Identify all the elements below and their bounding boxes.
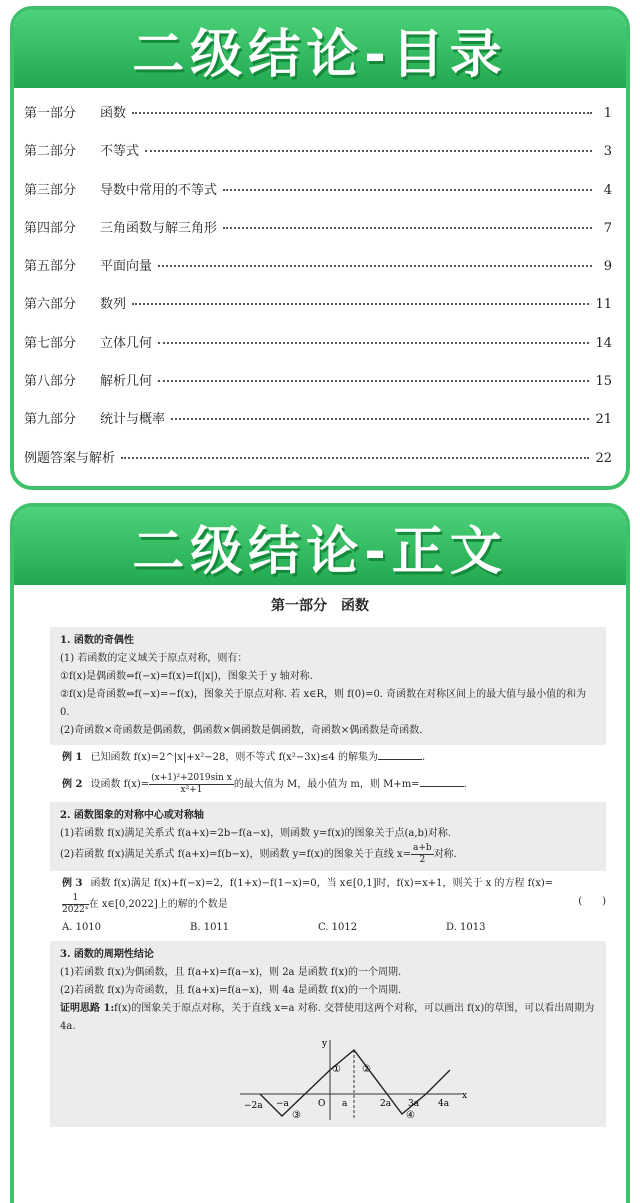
toc-leader-dots [158, 342, 589, 344]
label-x: x [462, 1091, 468, 1101]
toc-item-part: 第六部分 [24, 297, 77, 313]
toc-item-part: 第二部分 [24, 144, 77, 160]
toc-item-title: 平面向量 [100, 259, 153, 275]
fraction-denominator: x²+1 [180, 785, 203, 795]
parity-heading: 1. 函数的奇偶性 [60, 635, 134, 646]
toc-item-title: 导数中常用的不等式 [100, 182, 218, 198]
example-3-text: 函数 f(x)满足 f(x)+f(−x)=2，f(1+x)−f(1−x)=0，当 x∈[0,1]时，f(x)=x+1，则关于 x 的方程 f(x)= [90, 878, 554, 889]
toc-item-title: 解析几何 [100, 374, 153, 390]
answer-blank [420, 786, 464, 787]
toc-item-page: 22 [595, 450, 612, 466]
toc-item-part: 第五部分 [24, 259, 77, 275]
toc-card [10, 6, 630, 490]
example-2 [62, 773, 606, 796]
toc-item[interactable] [24, 217, 612, 255]
label-4a: 4a [438, 1099, 450, 1109]
parity-line-3: ②f(x)是奇函数⇔f(−x)=−f(x)，图象关于原点对称. 若 x∈R，则 f(0)=0. 奇函数在对称区间上的最大值与最小值的和为 0. [60, 689, 587, 718]
region-1: ① [332, 1064, 341, 1075]
toc-item-title: 立体几何 [100, 335, 153, 351]
region-2: ② [362, 1064, 371, 1075]
example-3-options [62, 922, 606, 933]
symmetry-box [50, 802, 606, 871]
period-line-2: (2)若函数 f(x)为奇函数，且 f(a+x)=f(a−x)，则 4a 是函数 f(x)的一个周期. [60, 985, 402, 996]
example-2-label: 例 2 [62, 779, 83, 790]
proof-text: f(x)的图象关于原点对称，关于直线 x=a 对称. 交替使用这两个对称，可以画出 f(x)的草图，可以看出周期为 4a. [60, 1003, 595, 1032]
label-2a: 2a [380, 1099, 392, 1109]
toc-item-title: 函数 [100, 106, 127, 121]
toc-item-title: 数列 [100, 297, 127, 313]
toc-list [14, 88, 626, 485]
label-neg-2a: −2a [244, 1101, 263, 1111]
body-card [10, 503, 630, 1203]
toc-item-part: 第八部分 [24, 374, 77, 390]
toc-item-page: 1 [603, 106, 612, 121]
symmetry-line-2-post: 对称. [433, 849, 457, 860]
period-graph [60, 1036, 596, 1122]
toc-item-part: 例题答案与解析 [24, 450, 116, 466]
toc-item[interactable] [24, 408, 612, 446]
example-3-fraction [62, 893, 89, 916]
option-item: D. 1013 [446, 922, 486, 933]
proof-line [60, 1000, 596, 1036]
toc-leader-dots [121, 457, 589, 459]
section-title: 第一部分 函数 [271, 598, 369, 614]
fraction-denominator: 2022ˣ [62, 905, 89, 915]
toc-leader-dots [158, 265, 592, 267]
example-3 [62, 875, 606, 916]
example-3-text-2: 在 x∈[0,2022]上的解的个数是 [88, 899, 228, 910]
toc-item-title: 统计与概率 [100, 412, 166, 428]
label-neg-a: −a [276, 1099, 289, 1109]
toc-item-page: 14 [595, 335, 612, 351]
body-title: 二级结论-正文 [132, 521, 508, 582]
fraction-denominator: 2 [419, 855, 426, 865]
answer-paren: ( ) [578, 896, 606, 907]
symmetry-line-2 [60, 843, 596, 866]
toc-item-part: 第四部分 [24, 220, 77, 236]
label-origin: O [318, 1099, 326, 1109]
period-heading: 3. 函数的周期性结论 [60, 949, 154, 960]
toc-item-part: 第七部分 [24, 335, 77, 351]
toc-item[interactable] [24, 140, 612, 178]
toc-leader-dots [171, 418, 589, 420]
toc-item[interactable] [24, 370, 612, 408]
region-4: ④ [406, 1110, 415, 1121]
symmetry-line-2-pre: (2)若函数 f(x)满足关系式 f(a+x)=f(b−x)，则函数 y=f(x)的图象关于直线 x= [60, 849, 412, 860]
toc-item[interactable] [24, 255, 612, 293]
toc-leader-dots [158, 380, 589, 382]
toc-item-page: 21 [595, 412, 612, 428]
toc-leader-dots [223, 227, 592, 229]
example-1-label: 例 1 [62, 752, 83, 763]
symmetry-fraction [411, 843, 434, 866]
period-box [50, 941, 606, 1127]
parity-line-4: (2)奇函数×奇函数是偶函数，偶函数×偶函数是偶函数，奇函数×偶函数是奇函数. [60, 725, 423, 736]
toc-item-page: 11 [595, 297, 612, 313]
toc-item-page: 9 [603, 259, 612, 275]
toc-item[interactable] [24, 293, 612, 331]
option-item: A. 1010 [62, 922, 102, 933]
toc-item-part: 第一部分 [24, 106, 77, 121]
parity-line-1: (1) 若函数的定义域关于原点对称，则有： [60, 653, 248, 664]
fraction-numerator: 1 [62, 893, 89, 905]
fraction-numerator: a+b [413, 843, 432, 853]
proof-label: 证明思路 1: [60, 1003, 115, 1014]
toc-item-part: 第三部分 [24, 182, 77, 198]
toc-item[interactable] [24, 332, 612, 370]
toc-leader-dots [223, 189, 592, 191]
example-2-fraction [149, 773, 234, 796]
toc-header [14, 10, 626, 88]
label-a: a [342, 1099, 348, 1109]
parity-box [50, 627, 606, 745]
toc-leader-dots [145, 150, 592, 152]
parity-line-2: ①f(x)是偶函数⇔f(−x)=f(x)=f(|x|)，图象关于 y 轴对称. [60, 671, 313, 682]
toc-item[interactable] [24, 102, 612, 140]
option-item: C. 1012 [318, 922, 358, 933]
toc-item[interactable] [24, 179, 612, 217]
example-1-text: 已知函数 f(x)=2^|x|+x²−28，则不等式 f(x²−3x)≤4 的解集为 [90, 752, 379, 763]
toc-item-page: 7 [603, 220, 612, 236]
fraction-numerator: (x+1)²+2019sin x [151, 773, 232, 783]
toc-item-page: 3 [603, 144, 612, 160]
toc-title: 二级结论-目录 [132, 24, 508, 85]
option-item: B. 1011 [190, 922, 230, 933]
toc-item-title: 三角函数与解三角形 [100, 220, 218, 236]
example-1 [62, 749, 606, 767]
toc-item[interactable] [24, 447, 612, 485]
example-2-end: . [463, 779, 467, 790]
example-1-end: . [422, 752, 426, 763]
answer-blank [378, 759, 422, 760]
symmetry-heading: 2. 函数图象的对称中心或对称轴 [60, 810, 204, 821]
label-y: y [322, 1039, 328, 1049]
toc-item-page: 4 [603, 182, 612, 198]
example-2-post: 的最大值为 M，最小值为 m，则 M+m= [233, 779, 420, 790]
example-3-label: 例 3 [62, 878, 83, 889]
toc-leader-dots [132, 303, 589, 305]
example-2-pre: 设函数 f(x)= [90, 779, 150, 790]
period-graph-svg [230, 1036, 470, 1122]
toc-item-title: 不等式 [100, 144, 140, 160]
symmetry-line-1: (1)若函数 f(x)满足关系式 f(a+x)=2b−f(a−x)，则函数 y=f(x)的图象关于点(a,b)对称. [60, 828, 452, 839]
label-3a: 3a [408, 1099, 420, 1109]
toc-leader-dots [132, 112, 592, 114]
period-line-1: (1)若函数 f(x)为偶函数，且 f(a+x)=f(a−x)，则 2a 是函数 f(x)的一个周期. [60, 967, 402, 978]
body-header [14, 507, 626, 585]
toc-item-part: 第九部分 [24, 412, 77, 428]
region-3: ③ [292, 1110, 301, 1121]
toc-item-page: 15 [595, 374, 612, 390]
